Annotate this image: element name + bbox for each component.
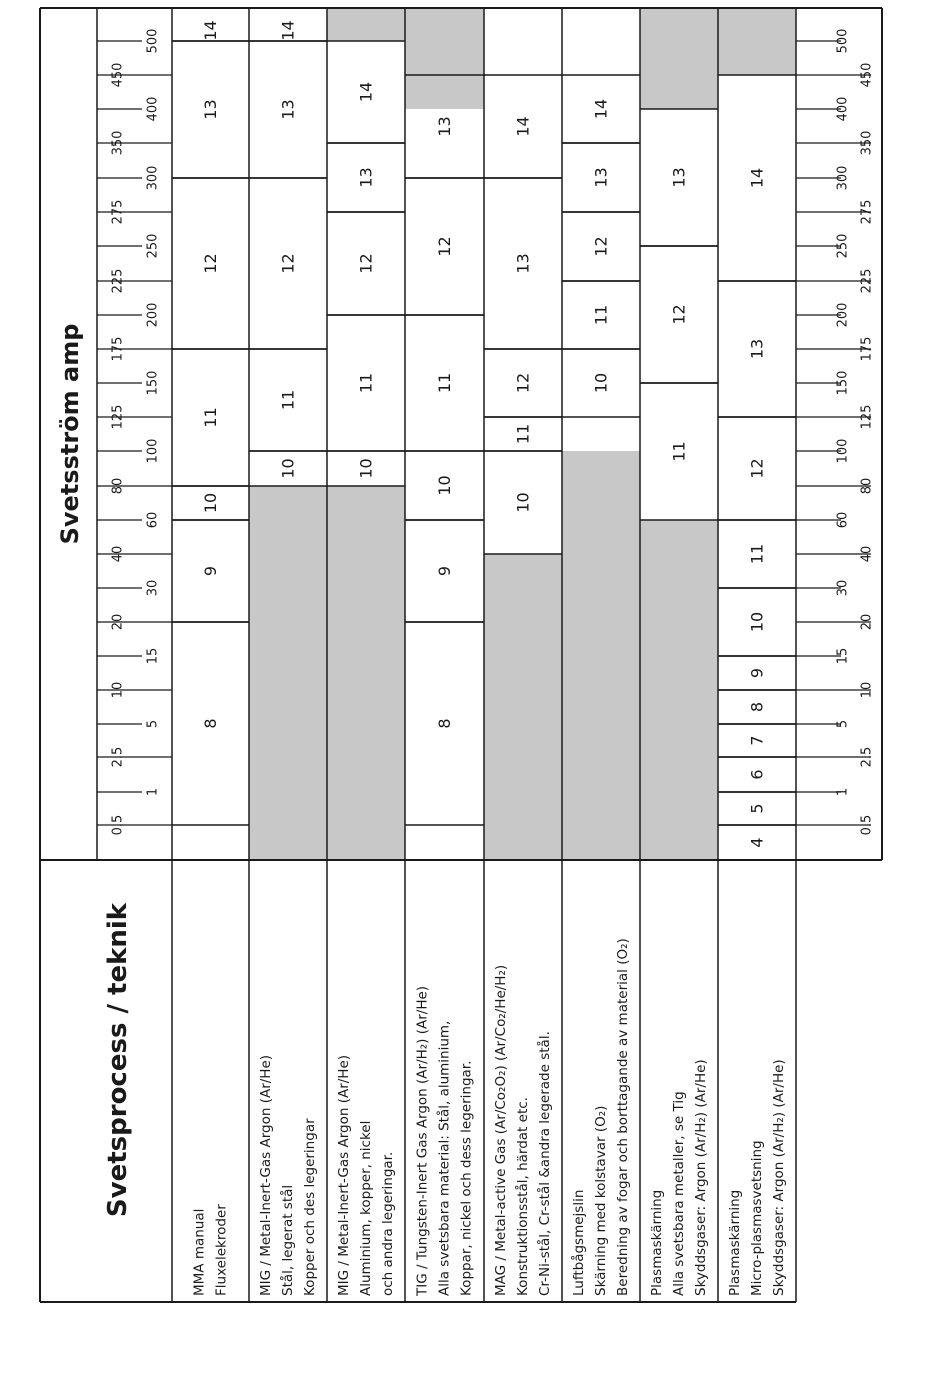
shaded-region [562, 451, 640, 860]
cell-value: 13 [747, 338, 767, 360]
cell-value: 11 [669, 441, 689, 462]
scale-label-bottom: 60 [835, 511, 851, 529]
scale-label-bottom: 450 [859, 62, 875, 88]
cell-value: 11 [356, 372, 376, 394]
scale-label-bottom: 300 [835, 165, 851, 191]
scale-label-bottom: 200 [835, 302, 851, 328]
cell-value: 13 [201, 99, 220, 120]
cell-value: 12 [747, 458, 767, 479]
cell-value: 13 [356, 167, 376, 188]
scale-label-top: 350 [110, 130, 126, 156]
cell-value: 10 [201, 492, 220, 514]
process-description-line: MAG / Metal-active Gas (Ar/Co₂O₂) (Ar/Co₂/He/H₂) [493, 964, 509, 1296]
scale-label-bottom: 400 [835, 96, 851, 122]
scale-label-top: 15 [145, 647, 161, 665]
cell-value: 12 [278, 253, 298, 274]
scale-label-bottom: 225 [859, 268, 875, 294]
cell-value: 13 [591, 167, 611, 188]
scale-label-top: 0.5 [110, 814, 126, 836]
scale-label-top: 200 [145, 302, 161, 328]
scale-label-top: 300 [145, 165, 161, 191]
cell-value: 10 [356, 458, 376, 479]
scale-label-top: 80 [110, 477, 126, 495]
scale-label-bottom: 250 [835, 233, 851, 259]
scale-label-top: 20 [110, 613, 126, 631]
process-description-line: Luftbågsmejslin [571, 1189, 587, 1296]
process-description-line: MIG / Metal-Inert-Gas Argon (Ar/He) [258, 1054, 274, 1296]
cell-value: 13 [513, 253, 533, 274]
process-description-line: TIG / Tungsten-Inert Gas Argon (Ar/H₂) (Ar/He) [414, 985, 431, 1296]
scale-label-bottom: 20 [859, 613, 875, 631]
scale-label-top: 30 [145, 579, 161, 597]
cell-value: 9 [201, 565, 220, 577]
cell-value: 14 [513, 116, 533, 137]
scale-label-bottom: 350 [859, 130, 875, 156]
process-description-line: Skyddsgaser: Argon (Ar/H₂) (Ar/He) [693, 1059, 709, 1296]
cell-value: 13 [278, 99, 298, 120]
current-header-title: Svetsström amp [56, 323, 84, 545]
cell-value: 13 [669, 167, 689, 188]
process-description-line: Micro-plasmasvetsning [749, 1140, 765, 1296]
scale-label-top: 2.5 [110, 746, 126, 768]
scale-label-top: 150 [145, 370, 161, 396]
cell-value: 12 [435, 236, 454, 257]
cell-value: 14 [278, 20, 298, 41]
shaded-region [718, 8, 796, 75]
scale-label-bottom: 2.5 [859, 746, 875, 768]
scale-label-bottom: 275 [859, 199, 875, 225]
scale-label-top: 40 [110, 545, 126, 563]
scale-label-bottom: 500 [835, 28, 851, 54]
scale-label-bottom: 1 [835, 787, 851, 797]
scale-label-bottom: 40 [859, 545, 875, 563]
process-description-line: MIG / Metal-Inert-Gas Argon (Ar/He) [336, 1054, 352, 1296]
scale-label-bottom: 80 [859, 477, 875, 495]
cell-value: 11 [278, 389, 298, 411]
shaded-region [249, 486, 327, 860]
cell-value: 8 [747, 701, 767, 713]
shaded-region [405, 8, 484, 109]
cell-value: 9 [747, 667, 767, 679]
cell-value: 5 [747, 803, 767, 814]
cell-value: 12 [356, 253, 376, 274]
cell-value: 14 [356, 81, 376, 103]
cell-value: 11 [591, 304, 611, 326]
scale-label-top: 60 [145, 511, 161, 529]
scale-label-top: 125 [110, 404, 126, 430]
process-description-line: Plasmaskärning [649, 1189, 665, 1296]
process-description-line: och andra legeringar. [380, 1151, 396, 1296]
scale-label-bottom: 15 [835, 647, 851, 665]
cell-value: 13 [435, 116, 454, 137]
process-description-line: Beredning av fogar och borttagande av material (O₂) [615, 938, 631, 1296]
cell-value: 9 [435, 565, 454, 577]
process-description-line: Alla svetsbara material: Stål, aluminium, [436, 1020, 453, 1296]
cell-value: 8 [201, 718, 220, 729]
scale-label-bottom: 10 [859, 681, 875, 699]
scale-label-bottom: 175 [859, 336, 875, 362]
cell-value: 4 [747, 837, 767, 848]
cell-value: 12 [201, 253, 220, 274]
scale-label-top: 275 [110, 199, 126, 225]
cell-value: 11 [435, 372, 454, 394]
scale-label-top: 5 [145, 719, 161, 729]
process-description-line: MMA manual [191, 1208, 208, 1296]
scale-label-bottom: 100 [835, 438, 851, 464]
process-description-line: Konstruktionsstål, härdat etc. [515, 1097, 531, 1296]
shaded-region [327, 486, 405, 860]
cell-value: 7 [747, 735, 767, 746]
scale-label-top: 100 [145, 438, 161, 464]
process-description-line: Skärning med kolstavar (O₂) [593, 1105, 609, 1296]
cell-value: 11 [747, 543, 767, 565]
cell-value: 12 [591, 236, 611, 257]
cell-value: 6 [747, 769, 767, 780]
scale-label-bottom: 125 [859, 404, 875, 430]
scale-label-top: 175 [110, 336, 126, 362]
cell-value: 11 [201, 407, 220, 428]
process-description-line: Stål, legerat stål [280, 1184, 296, 1296]
scale-label-bottom: 0.5 [859, 814, 875, 836]
scale-label-bottom: 150 [835, 370, 851, 396]
cell-value: 14 [591, 98, 611, 120]
cell-value: 11 [513, 423, 533, 445]
process-description-line: Fluxelekroder [213, 1204, 230, 1296]
scale-label-top: 500 [145, 28, 161, 54]
process-description-line: Cr-Ni-stål, Cr-stål &andra legerade stål. [537, 1031, 553, 1296]
process-description-line: Aluminium, kopper, nickel [358, 1120, 374, 1296]
process-description-line: Koppar, nickel och dess legeringar. [458, 1060, 475, 1296]
cell-value: 8 [435, 718, 454, 729]
scale-label-top: 450 [110, 62, 126, 88]
scale-label-bottom: 5 [835, 719, 851, 729]
shaded-region [327, 8, 405, 41]
process-description-line: Alla svetsbara metaller, se Tig [671, 1091, 687, 1296]
cell-value: 10 [513, 492, 533, 513]
shaded-region [640, 8, 718, 109]
scale-label-top: 225 [110, 268, 126, 294]
cell-value: 10 [278, 458, 298, 479]
cell-value: 12 [513, 372, 533, 394]
process-header-title: Svetsprocess / teknik [103, 902, 133, 1218]
cell-value: 12 [669, 304, 689, 325]
process-description-line: Kopper och des legeringar [302, 1118, 318, 1296]
cell-value: 10 [435, 475, 454, 496]
shaded-region [640, 520, 718, 860]
process-description-line: Skyddsgaser: Argon (Ar/H₂) (Ar/He) [771, 1059, 787, 1296]
scale-label-bottom: 30 [835, 579, 851, 597]
scale-label-top: 250 [145, 233, 161, 259]
cell-value: 14 [747, 167, 767, 189]
scale-label-top: 10 [110, 681, 126, 699]
cell-value: 10 [591, 372, 611, 394]
process-description-line: Plasmaskärning [727, 1189, 743, 1296]
cell-value: 14 [201, 20, 220, 41]
scale-label-top: 1 [145, 787, 161, 797]
shaded-region [484, 554, 562, 860]
cell-value: 10 [747, 611, 767, 633]
scale-label-top: 400 [145, 96, 161, 122]
